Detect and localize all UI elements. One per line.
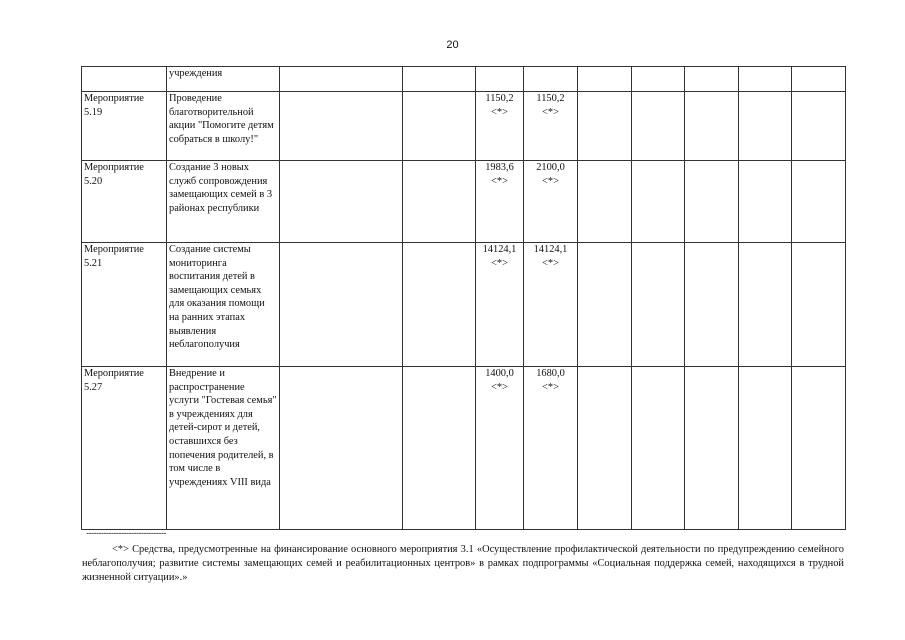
- table-row: [82, 92, 846, 161]
- footnote-mark: <*>: [491, 381, 508, 393]
- value: 2100,0: [536, 162, 565, 173]
- footnote-mark: <*>: [542, 106, 559, 118]
- empty-cell: [685, 367, 739, 530]
- value-cell: [524, 243, 578, 367]
- empty-cell: [280, 92, 403, 161]
- footnote-mark: <*>: [491, 257, 508, 269]
- empty-cell: [403, 367, 476, 530]
- measure-id: Мероприятие 5.19: [82, 92, 167, 161]
- value-cell: [524, 92, 578, 161]
- footnote-mark: <*>: [542, 175, 559, 187]
- empty-cell: [403, 161, 476, 243]
- measure-name: Внедрение и распространение услуги "Гостевая семья" в учреждениях для детей-сирот и детей, оставшихся без попечения родителей, в том числе в учреждениях VIII вида: [167, 367, 280, 530]
- measure-name: Создание системы мониторинга воспитания детей в замещающих семьях для оказания помощи на ранних этапах выявления неблагополучия: [167, 243, 280, 367]
- value-cell: [476, 161, 524, 243]
- empty-cell: [685, 161, 739, 243]
- empty-cell: [685, 243, 739, 367]
- empty-cell: [739, 161, 792, 243]
- value: 1400,0: [485, 368, 514, 379]
- empty-cell: [685, 67, 739, 92]
- value-cell: [476, 367, 524, 530]
- measures-table: [81, 66, 846, 530]
- value-cell: [476, 243, 524, 367]
- footnote-divider: --------------------------------: [86, 528, 166, 538]
- empty-cell: [476, 67, 524, 92]
- measure-name: Создание 3 новых служб сопровождения замещающих семей в 3 районах республики: [167, 161, 280, 243]
- table-row: [82, 161, 846, 243]
- value: 1150,2: [485, 93, 514, 104]
- empty-cell: [632, 67, 685, 92]
- empty-cell: [792, 243, 846, 367]
- empty-cell: [632, 367, 685, 530]
- empty-cell: [739, 243, 792, 367]
- empty-cell: [792, 92, 846, 161]
- value-cell: [524, 367, 578, 530]
- empty-cell: [792, 161, 846, 243]
- empty-cell: [578, 243, 632, 367]
- footnote-mark: <*>: [491, 175, 508, 187]
- empty-cell: [524, 67, 578, 92]
- empty-cell: [403, 67, 476, 92]
- empty-cell: [739, 367, 792, 530]
- empty-cell: [578, 67, 632, 92]
- value-cell: [476, 92, 524, 161]
- value: 1680,0: [536, 368, 565, 379]
- empty-cell: [280, 161, 403, 243]
- empty-cell: [403, 243, 476, 367]
- empty-cell: [739, 92, 792, 161]
- value: 14124,1: [533, 244, 568, 255]
- footnote-text: <*> Средства, предусмотренные на финансирование основного мероприятия 3.1 «Осуществление профилактической деятельности по предупреждению семейного неблагополучия; развитие системы замещающих семей и реабилитационных центров» в рамках подпрограммы «Социальная поддержка семей, находящихся в трудной жизненной ситуации».»: [82, 544, 844, 583]
- measure-name: Проведение благотворительной акции "Помогите детям собраться в школу!": [167, 92, 280, 161]
- empty-cell: [403, 92, 476, 161]
- footnote-mark: <*>: [542, 381, 559, 393]
- table-row: [82, 67, 846, 92]
- table-row: [82, 367, 846, 530]
- value: 1150,2: [536, 93, 565, 104]
- value-cell: [524, 161, 578, 243]
- measure-id: Мероприятие 5.27: [82, 367, 167, 530]
- empty-cell: [632, 92, 685, 161]
- empty-cell: [739, 67, 792, 92]
- measure-name: учреждения: [167, 67, 280, 92]
- empty-cell: [685, 92, 739, 161]
- table-row: [82, 243, 846, 367]
- empty-cell: [280, 367, 403, 530]
- empty-cell: [578, 92, 632, 161]
- page-number: 20: [446, 39, 459, 51]
- footnote-mark: <*>: [491, 106, 508, 118]
- measure-id: [82, 67, 167, 92]
- empty-cell: [792, 367, 846, 530]
- footnote-mark: <*>: [542, 257, 559, 269]
- value: 1983,6: [485, 162, 514, 173]
- measure-id: Мероприятие 5.20: [82, 161, 167, 243]
- empty-cell: [578, 367, 632, 530]
- empty-cell: [632, 243, 685, 367]
- empty-cell: [632, 161, 685, 243]
- empty-cell: [578, 161, 632, 243]
- value: 14124,1: [482, 244, 517, 255]
- empty-cell: [792, 67, 846, 92]
- empty-cell: [280, 67, 403, 92]
- empty-cell: [280, 243, 403, 367]
- measure-id: Мероприятие 5.21: [82, 243, 167, 367]
